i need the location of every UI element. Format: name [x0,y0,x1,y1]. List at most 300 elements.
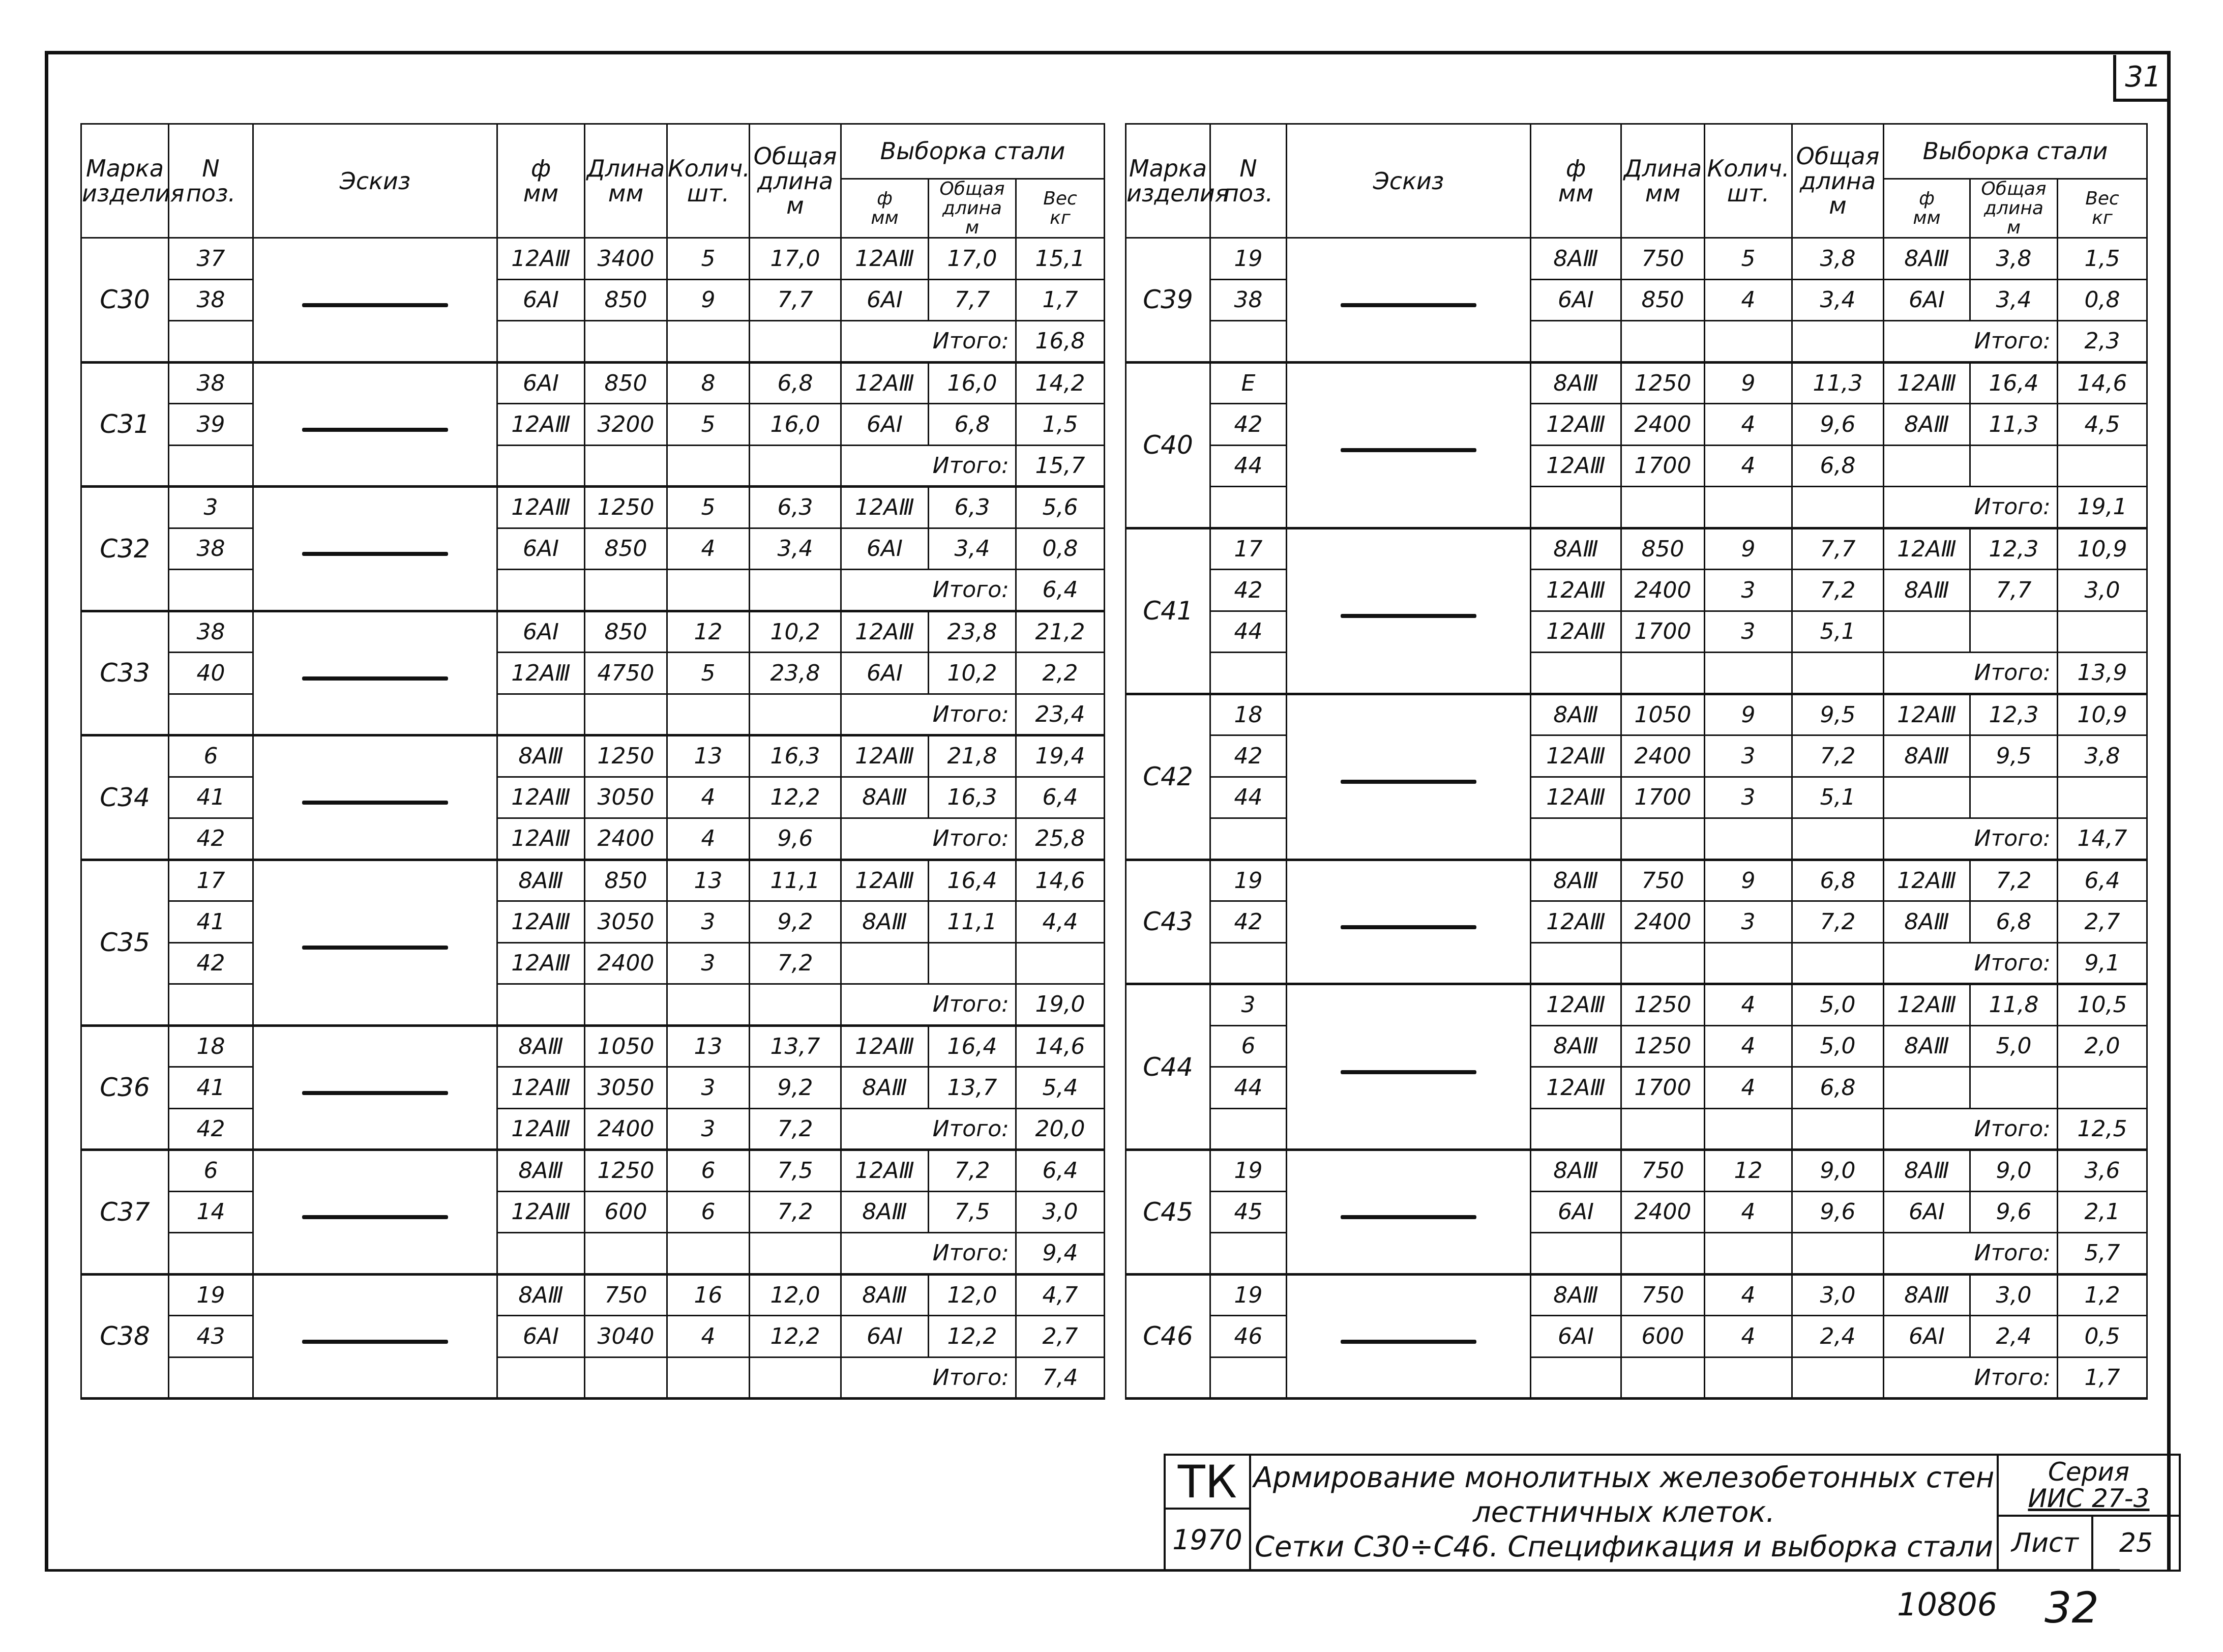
pos-cell [1210,818,1287,860]
table-row [1126,1357,2147,1399]
total-label: Итого: [841,984,1016,1026]
spec-table-right [1125,123,2148,1400]
pos-cell: 19 [1210,238,1287,280]
header-length: Длина мм [585,124,667,238]
pos-cell: 18 [1210,694,1287,735]
total-length-cell: 12,2 [750,1316,841,1358]
pos-cell [169,984,253,1026]
sel-total-cell: 16,0 [929,362,1016,404]
sketch-cell [1287,694,1531,860]
total-length-cell: 7,2 [750,1108,841,1150]
length-cell: 750 [1621,1274,1705,1316]
total-weight: 25,8 [1016,818,1105,860]
pos-cell [1210,942,1287,984]
pos-cell: 38 [169,279,253,321]
diameter-cell: 6АⅠ [1531,279,1621,321]
sheet-number: 31 [2113,55,2170,102]
rebar-sketch [302,676,448,681]
mark-cell: С31 [81,362,169,487]
sel-total-cell [929,942,1016,984]
total-length-cell: 10,2 [750,611,841,653]
sel-total-cell: 10,2 [929,653,1016,694]
total-length-cell: 6,8 [1792,860,1884,901]
length-cell: 850 [585,611,667,653]
sel-weight-cell [1016,942,1105,984]
sel-total-cell: 16,4 [929,1025,1016,1067]
sel-weight-cell [2058,1067,2147,1109]
total-length-cell: 5,1 [1792,611,1884,653]
sel-total-cell: 7,7 [1970,570,2058,611]
sel-diameter-cell: 12АⅢ [841,1150,929,1192]
total-length-cell: 6,8 [1792,445,1884,487]
sel-weight-cell: 4,4 [1016,901,1105,943]
length-cell [1621,1108,1705,1150]
title-line-2: лестничных клеток. [1472,1495,1775,1529]
sel-diameter-cell [841,942,929,984]
diameter-cell: 8АⅢ [497,1274,585,1316]
sketch-cell [253,611,497,735]
table-row [1126,860,2147,901]
sel-weight-cell: 10,9 [2058,694,2147,735]
sketch-cell [253,1025,497,1150]
pos-cell: 44 [1210,1067,1287,1109]
length-cell: 850 [585,860,667,901]
pos-cell: 19 [169,1274,253,1316]
pos-cell [1210,653,1287,694]
pos-cell: 18 [169,1025,253,1067]
sel-total-cell: 3,0 [1970,1274,2058,1316]
count-cell: 9 [1705,528,1792,570]
diameter-cell [497,984,585,1026]
total-length-cell [1792,321,1884,363]
diameter-cell [1531,653,1621,694]
length-cell: 1050 [1621,694,1705,735]
diameter-cell [1531,942,1621,984]
rebar-sketch [302,1091,448,1095]
rebar-sketch [302,428,448,432]
total-length-cell: 3,4 [750,528,841,570]
total-label: Итого: [1884,1108,2058,1150]
sel-diameter-cell: 12АⅢ [841,611,929,653]
total-label: Итого: [841,321,1016,363]
table-row [81,1025,1105,1067]
table-row [1126,1150,2147,1192]
table-row [81,1233,1105,1275]
sel-diameter-cell: 12АⅢ [841,487,929,528]
header-diameter: ф мм [1531,124,1621,238]
total-length-cell [1792,1108,1884,1150]
total-length-cell: 7,7 [750,279,841,321]
table-row [1126,777,2147,818]
sel-diameter-cell: 12АⅢ [1884,984,1970,1026]
length-cell: 4750 [585,653,667,694]
count-cell: 8 [667,362,750,404]
length-cell: 1250 [1621,1025,1705,1067]
sel-weight-cell: 14,6 [2058,362,2147,404]
diameter-cell: 6АⅠ [497,611,585,653]
diameter-cell: 12АⅢ [497,487,585,528]
header-total-length: Общая длина м [750,124,841,238]
total-length-cell: 12,0 [750,1274,841,1316]
sheet-value: 25 [2091,1515,2181,1572]
sel-weight-cell: 2,7 [1016,1316,1105,1358]
table-row [81,404,1105,446]
count-cell: 5 [667,653,750,694]
sel-weight-cell: 6,4 [2058,860,2147,901]
pos-cell: 40 [169,653,253,694]
total-length-cell [750,570,841,611]
pos-cell [1210,1108,1287,1150]
diameter-cell: 12АⅢ [497,404,585,446]
sel-diameter-cell: 12АⅢ [841,362,929,404]
diameter-cell [497,445,585,487]
header-sketch: Эскиз [1287,124,1531,238]
diameter-cell [1531,1233,1621,1275]
sel-diameter-cell: 8АⅢ [841,1274,929,1316]
sel-weight-cell: 0,8 [2058,279,2147,321]
sel-total-cell: 3,4 [929,528,1016,570]
total-length-cell: 3,0 [1792,1274,1884,1316]
total-length-cell [750,1233,841,1275]
header-length: Длина мм [1621,124,1705,238]
pos-cell: 38 [169,528,253,570]
count-cell [1705,1357,1792,1399]
mark-cell: С43 [1126,860,1210,984]
sel-total-cell [1970,777,2058,818]
count-cell [1705,818,1792,860]
header-sketch: Эскиз [253,124,497,238]
sel-weight-cell: 2,1 [2058,1191,2147,1233]
table-row [81,984,1105,1026]
sketch-cell [1287,984,1531,1150]
length-cell [1621,942,1705,984]
count-cell: 4 [667,1316,750,1358]
count-cell: 4 [667,528,750,570]
rebar-sketch [1341,1340,1476,1344]
table-row [81,1357,1105,1399]
header-sel-diameter: ф мм [1884,179,1970,238]
diameter-cell: 12АⅢ [1531,901,1621,943]
drawing-title [1249,1454,1999,1572]
sel-diameter-cell: 12АⅢ [841,860,929,901]
diameter-cell: 12АⅢ [497,777,585,818]
table-row [1126,1025,2147,1067]
total-weight: 6,4 [1016,570,1105,611]
count-cell: 5 [667,238,750,280]
sel-diameter-cell: 8АⅢ [1884,1150,1970,1192]
length-cell: 2400 [1621,570,1705,611]
total-length-cell [1792,487,1884,528]
rebar-sketch [302,946,448,950]
sel-total-cell: 12,2 [929,1316,1016,1358]
org-code: ТК [1164,1454,1251,1510]
rebar-sketch [302,1340,448,1344]
sel-weight-cell: 10,5 [2058,984,2147,1026]
table-row [81,694,1105,735]
pos-cell: 38 [169,362,253,404]
table-row [81,860,1105,901]
table-row [81,942,1105,984]
total-length-cell: 2,4 [1792,1316,1884,1358]
total-weight: 12,5 [2058,1108,2147,1150]
series-cell [1997,1454,2181,1517]
total-label: Итого: [1884,321,2058,363]
length-cell: 1250 [1621,984,1705,1026]
pos-cell [169,694,253,735]
sel-diameter-cell: 12АⅢ [1884,694,1970,735]
length-cell: 850 [585,528,667,570]
header-mark: Марка изделия [81,124,169,238]
mark-cell: С46 [1126,1274,1210,1399]
sel-weight-cell [2058,445,2147,487]
diameter-cell [497,1233,585,1275]
sel-weight-cell: 14,2 [1016,362,1105,404]
length-cell: 1700 [1621,1067,1705,1109]
length-cell: 2400 [585,818,667,860]
pos-cell [169,1357,253,1399]
diameter-cell: 12АⅢ [497,1191,585,1233]
length-cell: 2400 [1621,1191,1705,1233]
count-cell: 5 [667,487,750,528]
table-row [1126,984,2147,1026]
total-weight: 2,3 [2058,321,2147,363]
sel-diameter-cell: 8АⅢ [841,777,929,818]
length-cell [585,445,667,487]
sel-total-cell: 16,4 [929,860,1016,901]
total-label: Итого: [1884,818,2058,860]
total-length-cell: 7,5 [750,1150,841,1192]
table-row [81,279,1105,321]
diameter-cell: 12АⅢ [1531,611,1621,653]
sel-diameter-cell: 12АⅢ [841,735,929,777]
diameter-cell: 8АⅢ [1531,860,1621,901]
diameter-cell: 8АⅢ [1531,1150,1621,1192]
pos-cell: 41 [169,1067,253,1109]
sketch-cell [253,487,497,611]
table-row [1126,1233,2147,1275]
table-row [1126,404,2147,446]
table-row [1126,653,2147,694]
total-length-cell: 7,2 [1792,735,1884,777]
diameter-cell [497,1357,585,1399]
sel-diameter-cell: 6АⅠ [841,528,929,570]
sketch-cell [253,362,497,487]
diameter-cell: 8АⅢ [1531,1274,1621,1316]
length-cell [585,694,667,735]
sel-total-cell [1970,1067,2058,1109]
sel-diameter-cell [1884,777,1970,818]
sel-diameter-cell: 8АⅢ [1884,735,1970,777]
length-cell: 1700 [1621,445,1705,487]
sheet-label: Лист [1997,1515,2093,1572]
sel-total-cell: 7,7 [929,279,1016,321]
count-cell: 4 [1705,1191,1792,1233]
pos-cell [1210,321,1287,363]
count-cell: 3 [1705,777,1792,818]
total-length-cell: 7,2 [750,942,841,984]
pos-cell: 6 [169,1150,253,1192]
sel-total-cell: 12,3 [1970,528,2058,570]
mark-cell: С40 [1126,362,1210,528]
count-cell: 3 [667,901,750,943]
total-weight: 15,7 [1016,445,1105,487]
header-steel-selection: Выборка стали [1884,124,2147,179]
year: 1970 [1164,1508,1251,1572]
sel-weight-cell: 0,5 [2058,1316,2147,1358]
total-weight: 13,9 [2058,653,2147,694]
total-label: Итого: [1884,653,2058,694]
sel-total-cell: 23,8 [929,611,1016,653]
pos-cell: 42 [1210,570,1287,611]
diameter-cell: 6АⅠ [1531,1191,1621,1233]
mark-cell: С36 [81,1025,169,1150]
total-length-cell: 9,6 [750,818,841,860]
length-cell: 850 [585,279,667,321]
count-cell: 4 [667,818,750,860]
diameter-cell: 6АⅠ [497,528,585,570]
length-cell [1621,1357,1705,1399]
count-cell: 4 [1705,445,1792,487]
sel-total-cell: 17,0 [929,238,1016,280]
table-row [81,1191,1105,1233]
table-row [81,653,1105,694]
total-label: Итого: [841,1357,1016,1399]
sel-total-cell: 7,2 [1970,860,2058,901]
sel-diameter-cell: 8АⅢ [1884,1274,1970,1316]
total-length-cell [1792,942,1884,984]
table-row [81,1274,1105,1316]
diameter-cell [1531,321,1621,363]
count-cell: 4 [1705,404,1792,446]
diameter-cell: 8АⅢ [497,860,585,901]
sel-total-cell: 9,6 [1970,1191,2058,1233]
sketch-cell [1287,362,1531,528]
mark-cell: С32 [81,487,169,611]
count-cell: 5 [667,404,750,446]
total-length-cell: 7,2 [1792,570,1884,611]
table-row [81,528,1105,570]
pos-cell: 42 [1210,735,1287,777]
rebar-sketch [302,801,448,805]
table-row [1126,901,2147,943]
total-label: Итого: [841,570,1016,611]
table-row [81,445,1105,487]
total-length-cell [750,1357,841,1399]
pos-cell: 19 [1210,1150,1287,1192]
sel-diameter-cell: 6АⅠ [841,404,929,446]
sel-diameter-cell: 12АⅢ [1884,528,1970,570]
sel-total-cell: 12,0 [929,1274,1016,1316]
diameter-cell: 12АⅢ [1531,404,1621,446]
sketch-cell [1287,1150,1531,1275]
length-cell [585,1233,667,1275]
pos-cell: 42 [1210,901,1287,943]
count-cell [1705,1108,1792,1150]
diameter-cell: 12АⅢ [497,942,585,984]
length-cell: 2400 [1621,735,1705,777]
pos-cell: 46 [1210,1316,1287,1358]
sel-total-cell: 5,0 [1970,1025,2058,1067]
sel-diameter-cell: 6АⅠ [841,653,929,694]
total-length-cell: 5,0 [1792,1025,1884,1067]
mark-cell: С39 [1126,238,1210,363]
total-label: Итого: [1884,1357,2058,1399]
mark-cell: С44 [1126,984,1210,1150]
sel-diameter-cell [1884,445,1970,487]
total-length-cell: 12,2 [750,777,841,818]
total-length-cell [750,445,841,487]
page-stamp: 32 [2044,1583,2099,1633]
count-cell: 9 [1705,362,1792,404]
sel-diameter-cell: 8АⅢ [841,1067,929,1109]
sel-total-cell: 3,4 [1970,279,2058,321]
total-weight: 9,4 [1016,1233,1105,1275]
count-cell: 6 [667,1150,750,1192]
sel-total-cell: 6,8 [1970,901,2058,943]
total-length-cell [1792,653,1884,694]
total-weight: 5,7 [2058,1233,2147,1275]
pos-cell: 44 [1210,777,1287,818]
sel-total-cell: 6,8 [929,404,1016,446]
total-length-cell: 9,6 [1792,1191,1884,1233]
length-cell: 2400 [585,1108,667,1150]
table-row [1126,1274,2147,1316]
total-label: Итого: [841,1108,1016,1150]
count-cell: 9 [1705,694,1792,735]
count-cell: 9 [667,279,750,321]
total-length-cell [750,321,841,363]
table-row [81,570,1105,611]
length-cell: 600 [585,1191,667,1233]
length-cell: 3050 [585,1067,667,1109]
length-cell: 1250 [585,735,667,777]
total-length-cell [1792,1233,1884,1275]
table-row [1126,321,2147,363]
diameter-cell: 12АⅢ [497,1067,585,1109]
sel-diameter-cell: 8АⅢ [1884,1025,1970,1067]
sel-weight-cell: 3,0 [1016,1191,1105,1233]
sel-weight-cell: 21,2 [1016,611,1105,653]
pos-cell [169,570,253,611]
count-cell [1705,653,1792,694]
sel-diameter-cell: 8АⅢ [841,901,929,943]
sel-weight-cell: 15,1 [1016,238,1105,280]
rebar-sketch [1341,614,1476,618]
sel-diameter-cell: 8АⅢ [1884,238,1970,280]
sel-total-cell [1970,611,2058,653]
diameter-cell: 12АⅢ [1531,735,1621,777]
archive-number: 10806 [1897,1586,1998,1623]
length-cell: 2400 [1621,404,1705,446]
sel-total-cell: 9,0 [1970,1150,2058,1192]
sel-weight-cell: 3,6 [2058,1150,2147,1192]
table-row [1126,611,2147,653]
table-row [1126,694,2147,735]
total-length-cell: 9,5 [1792,694,1884,735]
diameter-cell: 12АⅢ [497,653,585,694]
rebar-sketch [1341,303,1476,307]
sel-total-cell: 7,5 [929,1191,1016,1233]
table-row [1126,1067,2147,1109]
count-cell [1705,942,1792,984]
sel-weight-cell: 4,7 [1016,1274,1105,1316]
sel-diameter-cell: 12АⅢ [1884,860,1970,901]
total-length-cell: 16,3 [750,735,841,777]
header-sel-weight: Вес кг [1016,179,1105,238]
total-weight: 7,4 [1016,1357,1105,1399]
pos-cell [169,445,253,487]
sel-weight-cell: 6,4 [1016,1150,1105,1192]
